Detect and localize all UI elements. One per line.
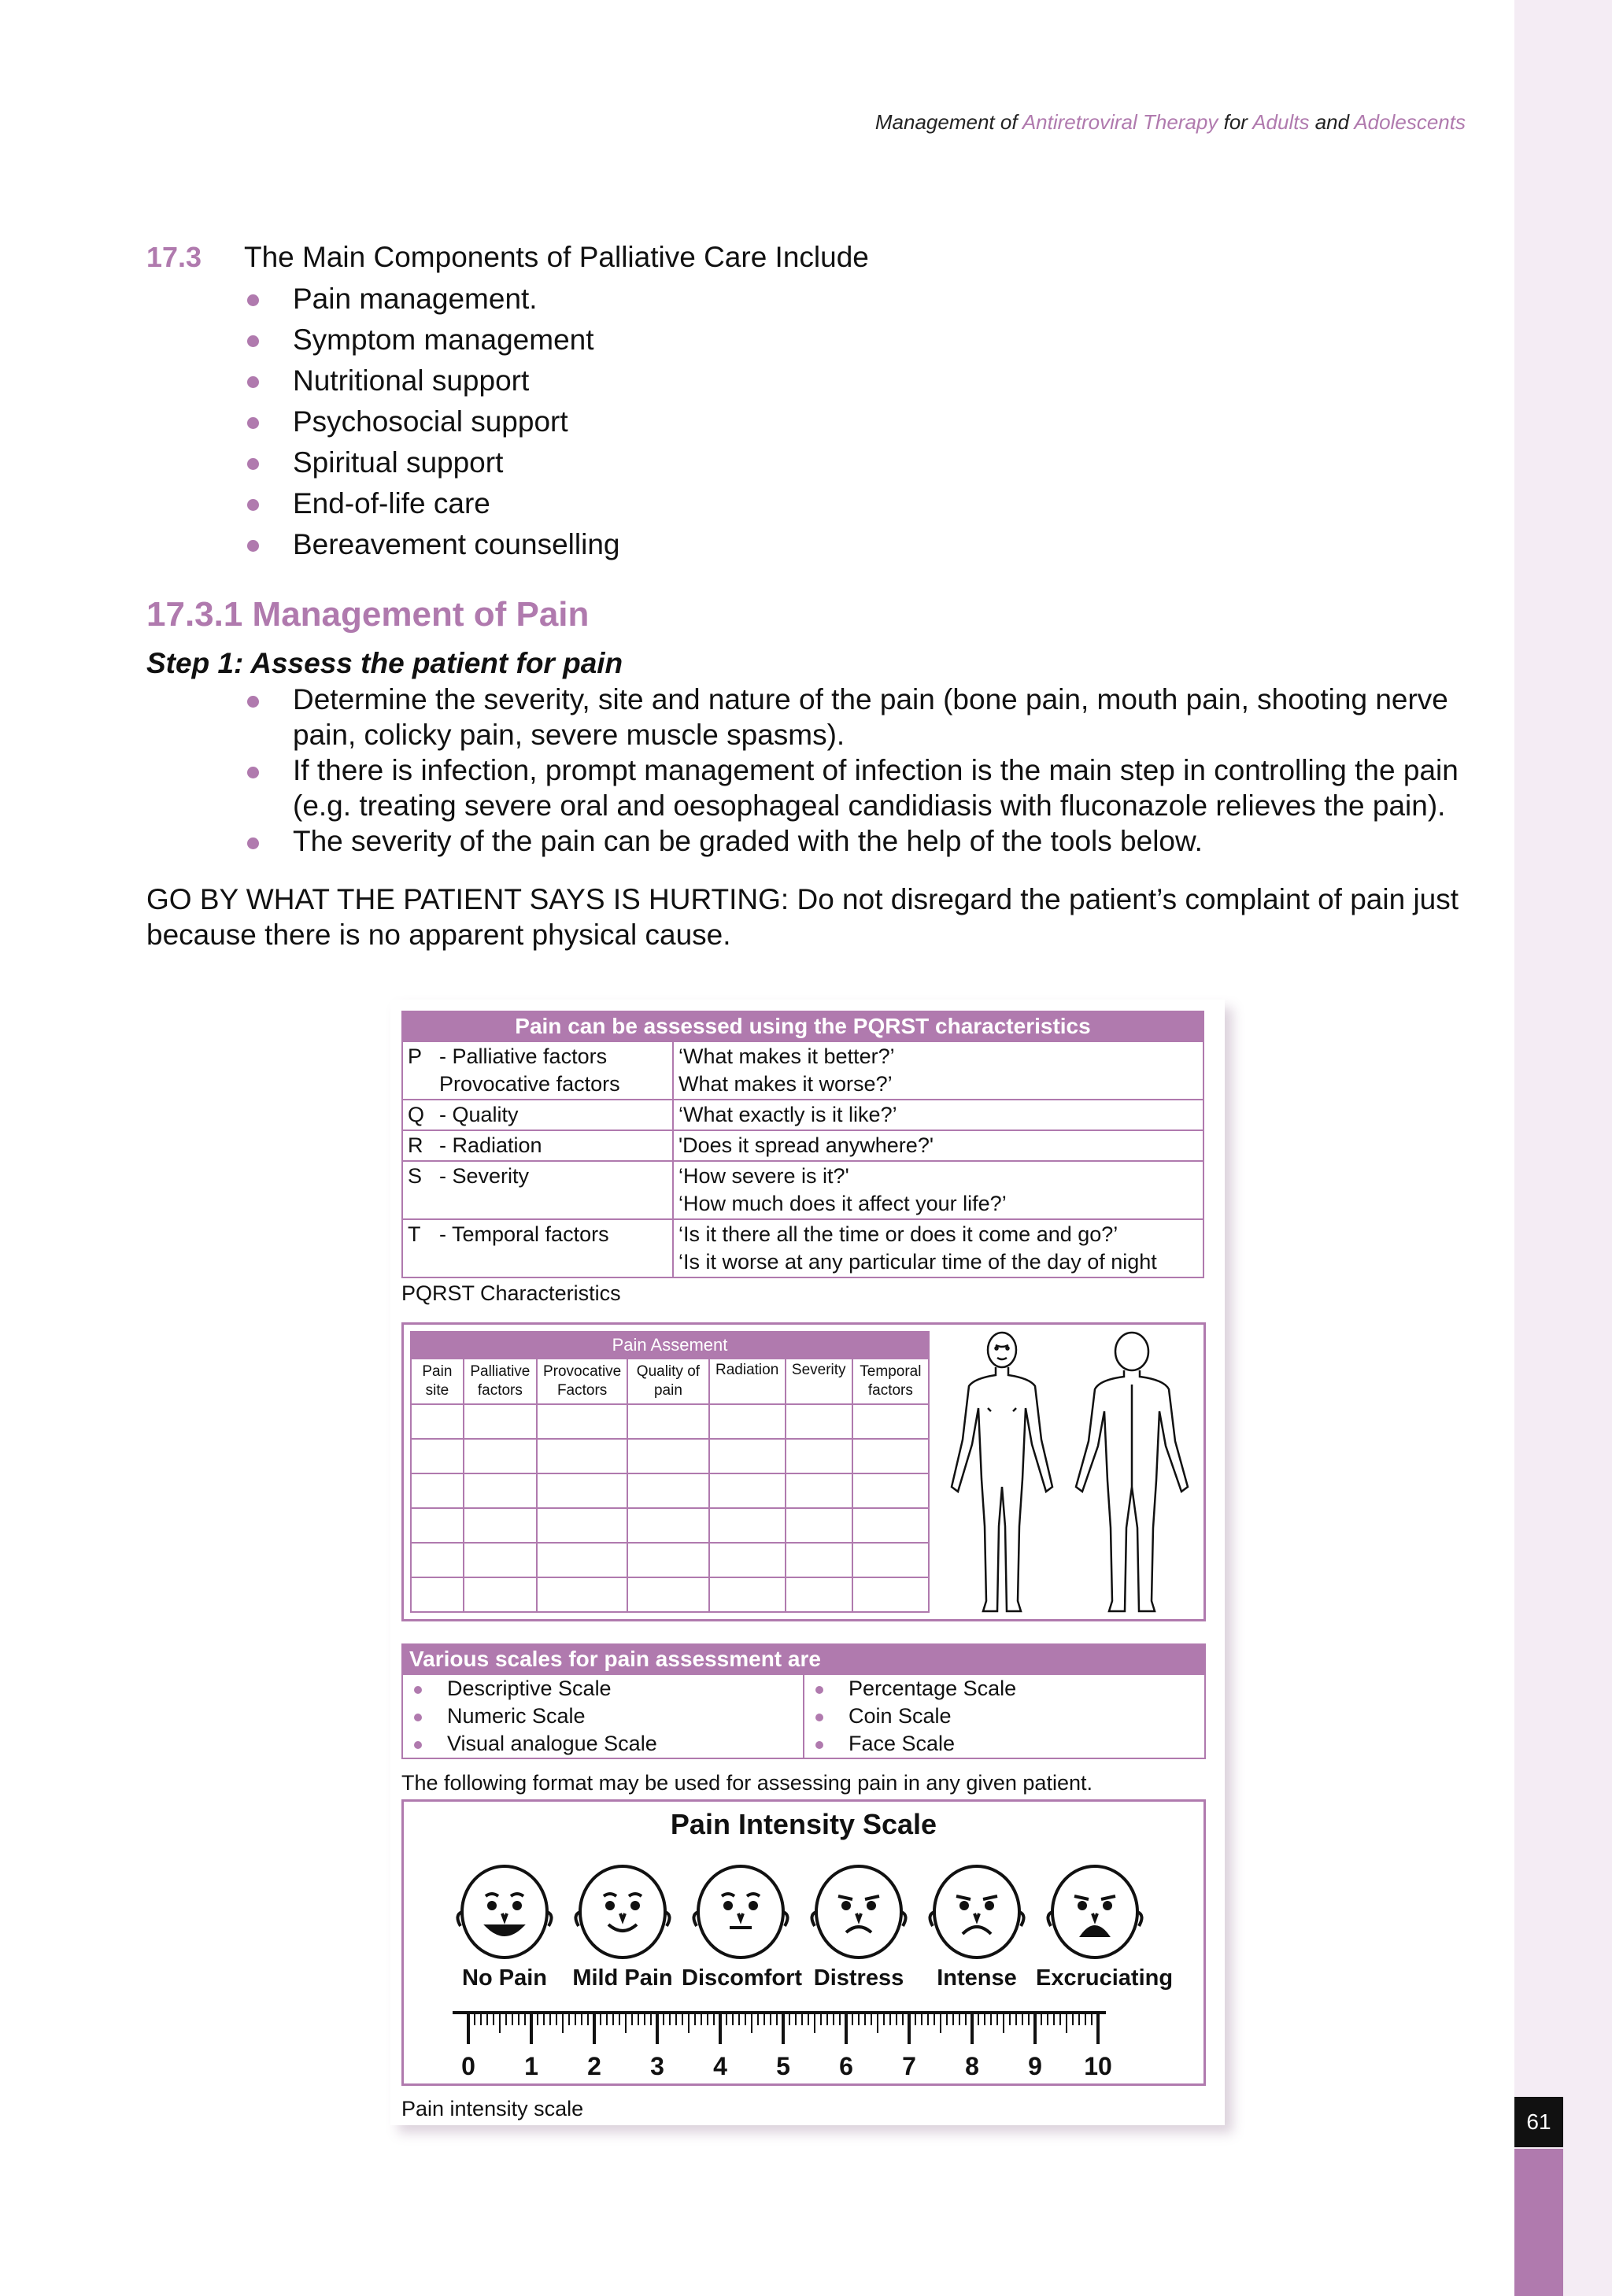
column-header xyxy=(464,1359,537,1404)
list-item: Symptom management xyxy=(244,320,619,360)
column-header xyxy=(786,1359,852,1404)
face-no-pain-icon xyxy=(457,1866,551,1958)
face-label: Intense xyxy=(937,1965,1017,1991)
row-question: ‘What makes it better?’ xyxy=(678,1044,895,1068)
table-row xyxy=(411,1543,929,1577)
list-item: Pain management. xyxy=(244,279,619,320)
ruler-number: 2 xyxy=(587,2052,601,2080)
header-accent: Adults xyxy=(1252,110,1310,134)
row-question: 'Does it spread anywhere?' xyxy=(678,1133,934,1157)
list-item: Face Scale xyxy=(811,1730,1198,1758)
ruler-number: 10 xyxy=(1084,2052,1112,2080)
row-question-2: What makes it worse?’ xyxy=(678,1072,893,1096)
row-factor: - Temporal factors xyxy=(439,1222,609,1246)
face-distress-icon xyxy=(812,1866,905,1958)
header-text: Management of xyxy=(874,110,1022,134)
list-item: If there is infection, prompt management of infection is the main step in controlling the pain (e.g. treating severe oral and oesophageal candidiasis with fluconazole relieves the pain). xyxy=(244,752,1472,823)
face-discomfort-icon xyxy=(693,1866,787,1958)
list-item: Numeric Scale xyxy=(409,1703,797,1730)
ruler-number: 8 xyxy=(965,2052,979,2080)
scales-left-list xyxy=(409,1675,797,1758)
ruler-number: 7 xyxy=(902,2052,916,2080)
scales-right-list xyxy=(811,1675,1198,1758)
column-header xyxy=(627,1359,708,1404)
header-accent: Antiretroviral Therapy xyxy=(1022,110,1218,134)
row-letter: T xyxy=(408,1222,421,1246)
ruler-number: 6 xyxy=(839,2052,853,2080)
faces-and-ruler xyxy=(404,1802,1203,2085)
right-margin-band xyxy=(1514,0,1612,2296)
row-factor-2: Provocative factors xyxy=(439,1072,620,1096)
intensity-caption: Pain intensity scale xyxy=(401,2097,584,2120)
step-heading: Step 1: Assess the patient for pain xyxy=(146,647,623,679)
row-question-2: ‘How much does it affect your life?’ xyxy=(678,1192,1007,1215)
column-header-line: Radiation xyxy=(715,1362,779,1378)
ruler-number: 1 xyxy=(524,2052,538,2080)
assessment-header-row xyxy=(411,1359,929,1404)
subsection-heading: 17.3.1 Management of Pain xyxy=(146,595,590,634)
table-row xyxy=(402,1161,1203,1219)
header-text: for xyxy=(1218,110,1253,134)
list-item: Percentage Scale xyxy=(811,1675,1198,1703)
column-header xyxy=(709,1359,786,1404)
header-accent: Adolescents xyxy=(1354,110,1466,134)
ruler-number: 9 xyxy=(1028,2052,1042,2080)
list-item: Bereavement counselling xyxy=(244,524,619,565)
column-header xyxy=(537,1359,627,1404)
face-excruciating-icon xyxy=(1048,1866,1141,1958)
column-header-line: Pain xyxy=(422,1363,453,1380)
row-factor: - Severity xyxy=(439,1164,530,1188)
header-text: and xyxy=(1309,110,1355,134)
pain-assessment-figure xyxy=(390,1000,1225,2125)
pqrst-title: Pain can be assessed using the PQRST characteristics xyxy=(402,1011,1203,1041)
face-label: Discomfort xyxy=(682,1965,803,1991)
table-row xyxy=(411,1404,929,1439)
pain-assessment-box xyxy=(401,1322,1206,1621)
column-header-line: Quality of xyxy=(636,1363,701,1380)
table-row xyxy=(402,1041,1203,1100)
list-item: Visual analogue Scale xyxy=(409,1730,797,1758)
table-row xyxy=(411,1577,929,1612)
running-header xyxy=(875,110,1466,135)
pain-intensity-scale xyxy=(401,1799,1206,2086)
column-header xyxy=(411,1359,464,1404)
body-front-outline xyxy=(952,1333,1052,1611)
table-row xyxy=(402,1219,1203,1277)
row-letter: R xyxy=(408,1133,423,1157)
row-factor: - Palliative factors xyxy=(439,1044,608,1068)
scales-note: The following format may be used for assessing pain in any given patient. xyxy=(401,1771,1093,1795)
ruler-number: 5 xyxy=(776,2052,790,2080)
row-question: ‘What exactly is it like?’ xyxy=(678,1103,897,1126)
table-row xyxy=(411,1508,929,1543)
pqrst-caption: PQRST Characteristics xyxy=(401,1281,621,1305)
table-row xyxy=(402,1130,1203,1161)
column-header-line: factors xyxy=(477,1382,523,1399)
column-header-line: site xyxy=(425,1382,449,1399)
list-item: Coin Scale xyxy=(811,1703,1198,1730)
row-question-2: ‘Is it worse at any particular time of the day of night xyxy=(678,1250,1157,1274)
components-list xyxy=(244,279,619,565)
intensity-title: Pain Intensity Scale xyxy=(670,1808,937,1840)
face-intense-icon xyxy=(930,1866,1023,1958)
pain-scales-table xyxy=(401,1643,1206,1759)
column-header-line: Severity xyxy=(791,1362,846,1378)
face-label: Excruciating xyxy=(1036,1965,1174,1991)
face-mild-pain-icon xyxy=(575,1866,669,1958)
section-number: 17.3 xyxy=(146,241,202,273)
row-factor: - Radiation xyxy=(439,1133,542,1157)
list-item: Determine the severity, site and nature of the pain (bone pain, mouth pain, shooting nerve pain, colicky pain, severe muscle spasms). xyxy=(244,682,1472,752)
row-letter: P xyxy=(408,1044,423,1068)
list-item: Descriptive Scale xyxy=(409,1675,797,1703)
ruler-number: 3 xyxy=(650,2052,664,2080)
row-question: ‘Is it there all the time or does it come and go?’ xyxy=(678,1222,1118,1246)
column-header xyxy=(852,1359,929,1404)
face-label: No Pain xyxy=(462,1965,547,1991)
row-question: ‘How severe is it?' xyxy=(678,1164,849,1188)
column-header-line: Palliative xyxy=(470,1363,531,1380)
list-item: The severity of the pain can be graded with the help of the tools below. xyxy=(244,823,1472,859)
table-row xyxy=(402,1100,1203,1130)
assessment-title: Pain Assement xyxy=(411,1332,929,1359)
pqrst-table xyxy=(401,1011,1204,1278)
ruler-number: 4 xyxy=(713,2052,727,2080)
list-item: Spiritual support xyxy=(244,442,619,483)
column-header-line: Provocative xyxy=(542,1363,622,1380)
list-item: End-of-life care xyxy=(244,483,619,524)
ruler-number: 0 xyxy=(461,2052,475,2080)
table-row xyxy=(411,1473,929,1508)
column-header-line: pain xyxy=(653,1382,682,1399)
row-letter: Q xyxy=(408,1103,425,1126)
body-outline-diagram xyxy=(931,1329,1203,1621)
table-row xyxy=(411,1439,929,1473)
assessment-list xyxy=(244,682,1472,859)
note-paragraph: GO BY WHAT THE PATIENT SAYS IS HURTING: Do not disregard the patient’s complaint of pain just because there is no apparent physical cause. xyxy=(146,883,1459,951)
section-title: The Main Components of Palliative Care Include xyxy=(244,241,869,273)
column-header-line: Temporal xyxy=(860,1363,922,1380)
pain-assessment-table xyxy=(410,1331,930,1613)
body-back-outline xyxy=(1076,1333,1188,1611)
face-label: Distress xyxy=(813,1965,904,1991)
face-label: Mild Pain xyxy=(572,1965,673,1991)
column-header-line: factors xyxy=(867,1382,913,1399)
column-header-line: Factors xyxy=(556,1382,608,1399)
list-item: Nutritional support xyxy=(244,360,619,401)
page-number: 61 xyxy=(1514,2097,1563,2147)
scales-title: Various scales for pain assessment are xyxy=(402,1644,1205,1674)
row-factor: - Quality xyxy=(439,1103,519,1126)
list-item: Psychosocial support xyxy=(244,401,619,442)
row-letter: S xyxy=(408,1164,423,1188)
right-margin-bar xyxy=(1514,2149,1563,2296)
